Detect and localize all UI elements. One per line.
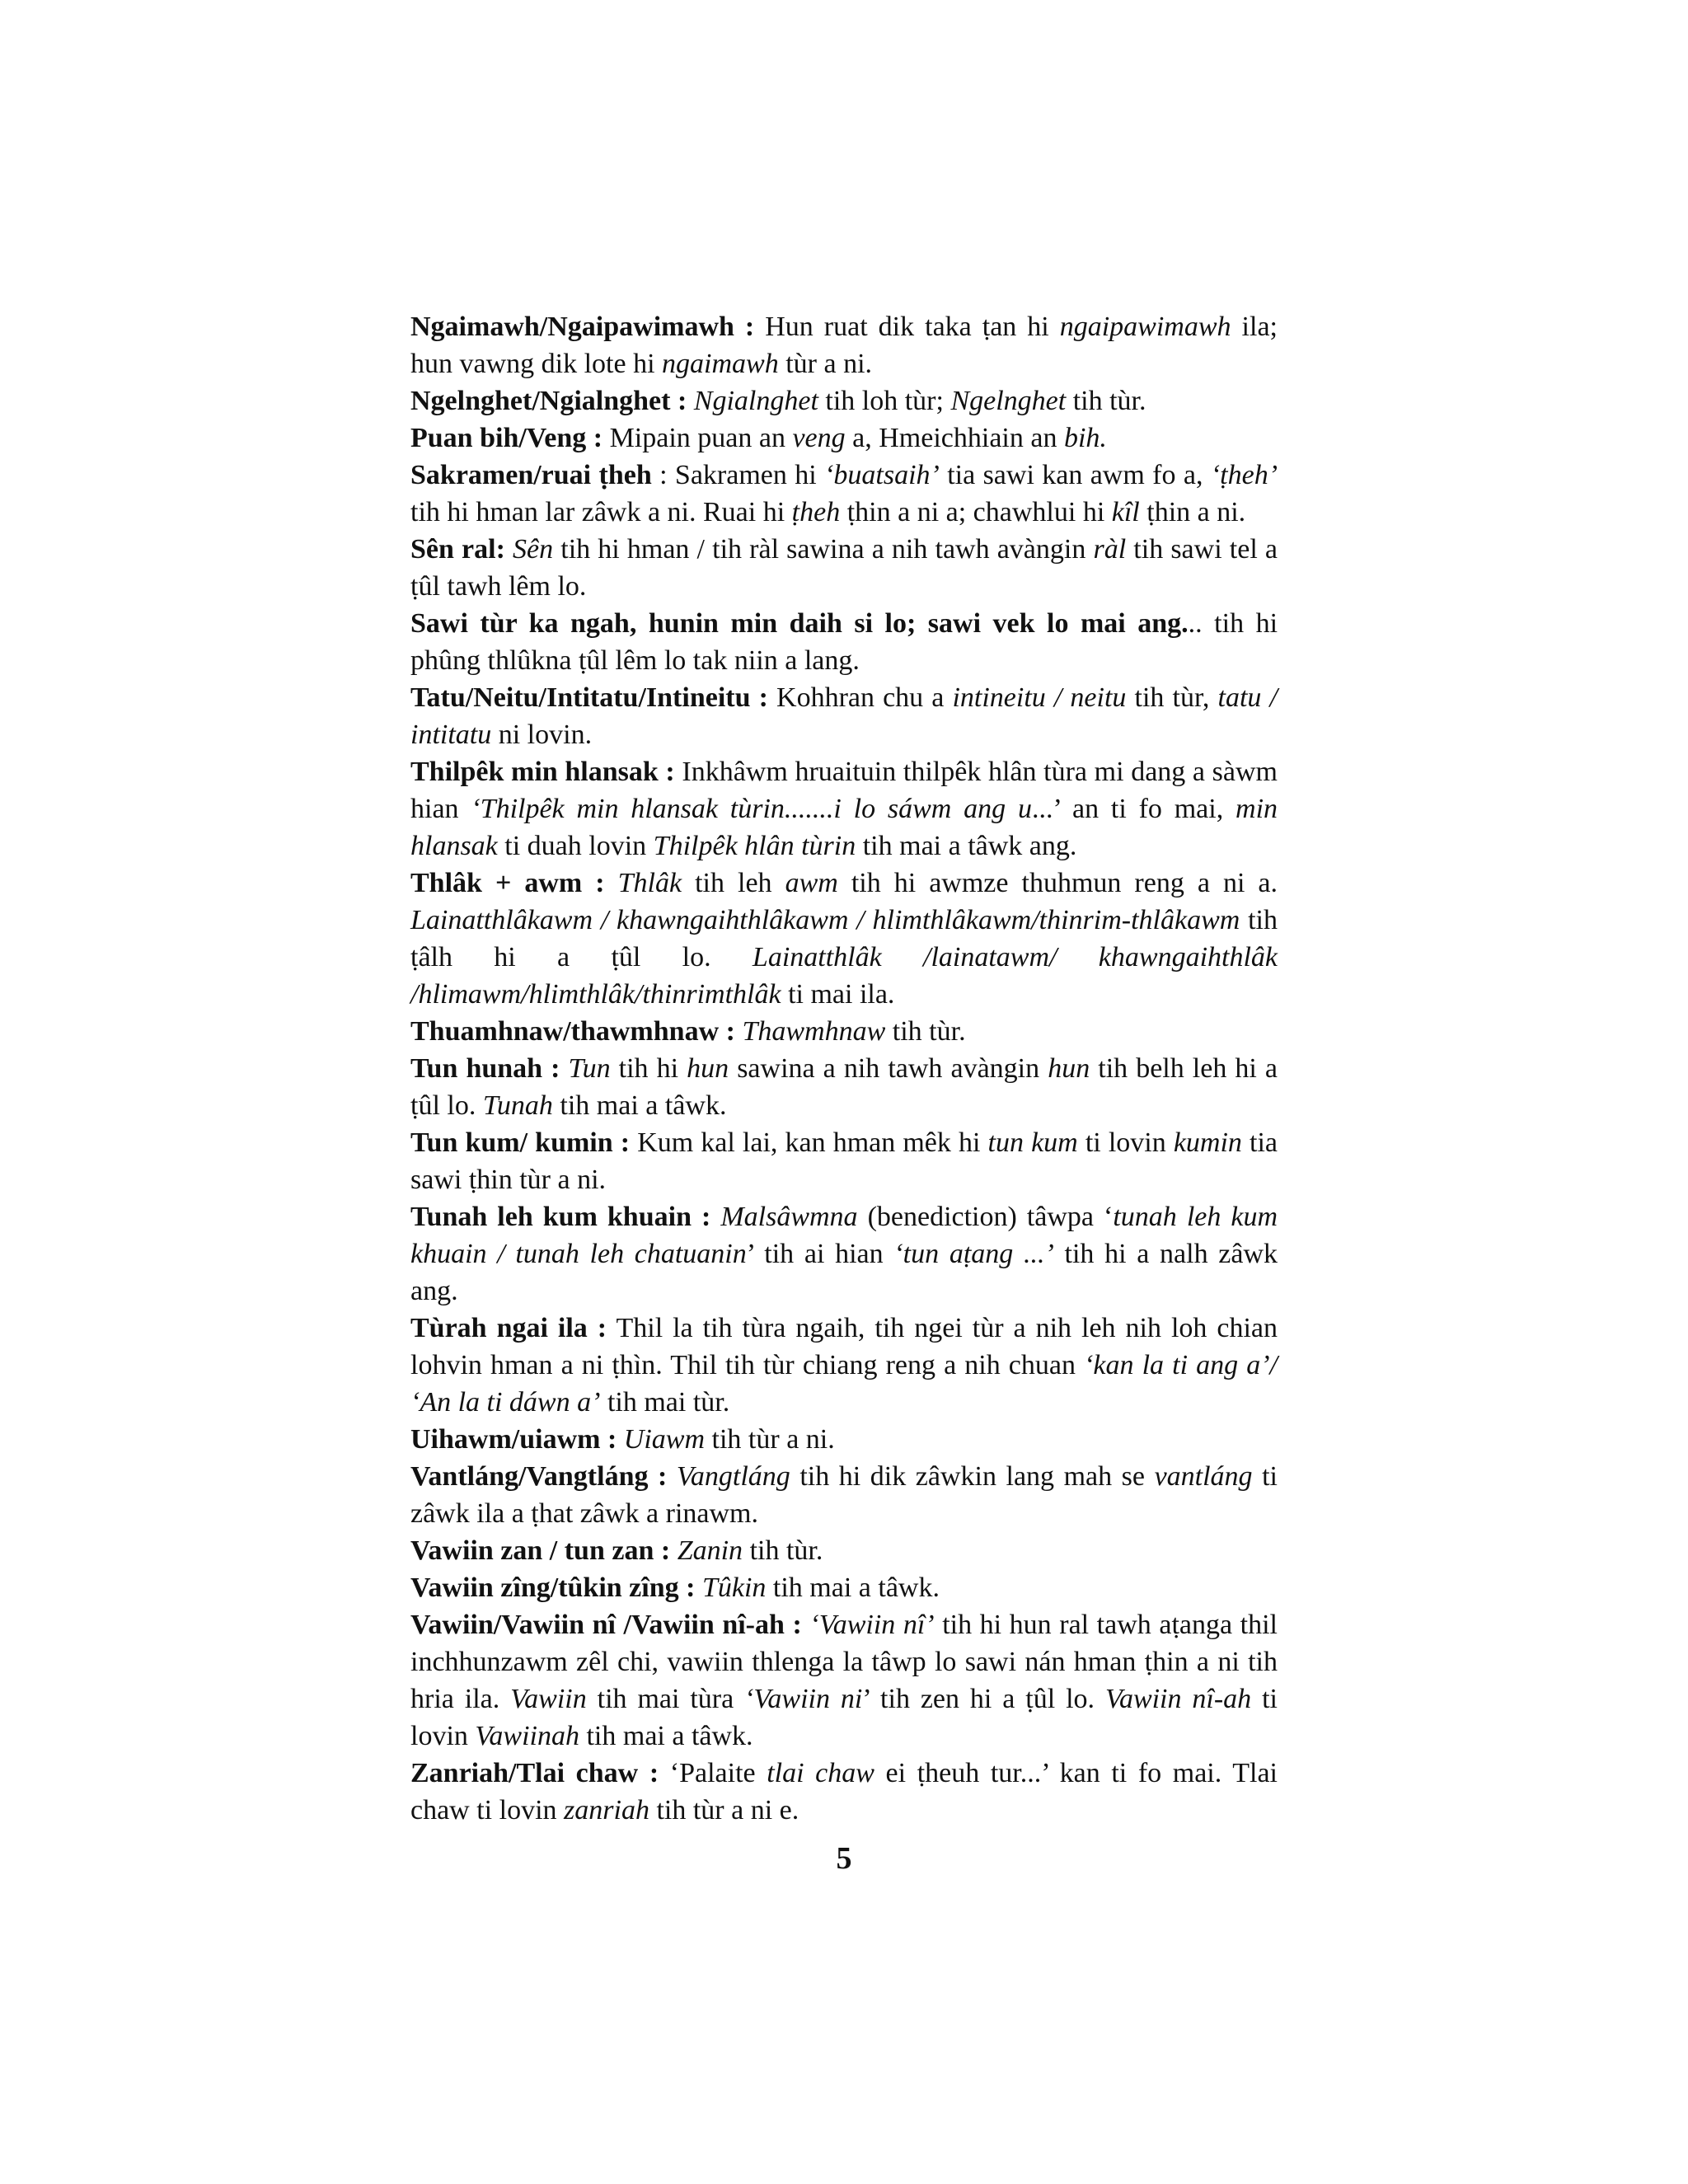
entry-text: Kum kal lai, kan hman mêk hi [630, 1127, 988, 1158]
entry-italic-text: tlai chaw [767, 1758, 874, 1788]
entry-text: Hun ruat dik taka ṭan hi [754, 312, 1060, 342]
glossary-entry [410, 753, 1278, 865]
entry-text: tia sawi ṭhin tùr a ni. [410, 1127, 1278, 1195]
entry-text: tih belh leh hi a ṭûl lo. [410, 1053, 1278, 1121]
glossary-entry [410, 1755, 1278, 1829]
entry-italic-text: ‘Thilpêk min hlansak tùrin.......i lo sáwm ang u [471, 794, 1032, 824]
entry-term: Vawiin zan / tun zan : [410, 1535, 671, 1566]
entry-text: ni lovin. [491, 719, 593, 750]
entry-text: tih hi hman / tih ràl sawina a nih tawh avàngin [553, 534, 1094, 565]
entry-text: Inkhâwm hruaituin thilpêk hlân tùra mi dang a sàwm hian [410, 757, 1278, 824]
entry-text [560, 1053, 568, 1084]
entry-italic-text: Tun [568, 1053, 611, 1084]
entry-term: Ngaimawh/Ngaipawimawh : [410, 312, 755, 342]
entry-term: Uihawm/uiawm : [410, 1424, 617, 1455]
entry-italic-text: Tûkin [701, 1572, 767, 1603]
glossary-entry [410, 1050, 1278, 1124]
entry-text: ṭhin a ni. [1139, 497, 1246, 527]
entry-term: Vawiin/Vawiin nî /Vawiin nî-ah : [410, 1610, 802, 1640]
entry-text [687, 386, 694, 416]
glossary-entry [410, 1013, 1278, 1050]
entry-italic-text: Tunah [482, 1090, 553, 1121]
entry-text: tih mai tùr. [600, 1387, 730, 1418]
entry-term: Tatu/Neitu/Intitatu/Intineitu : [410, 682, 768, 713]
entry-text: ...’ an ti fo mai, [1031, 794, 1236, 824]
entry-italic-text: Sên [513, 534, 554, 565]
entry-text: tih hi awmze thuhmun reng a ni a. [837, 868, 1278, 898]
entry-italic-text: ṭheh [791, 497, 841, 527]
entry-text: tih hi a nalh zâwk ang. [410, 1239, 1278, 1306]
entry-text: ti duah lovin [497, 831, 654, 861]
entry-text [617, 1424, 624, 1455]
entry-text: tih mai a tâwk. [552, 1090, 727, 1121]
entry-italic-text: Ngelnghet [950, 386, 1067, 416]
entry-italic-text: ‘Vawiin nî’ [809, 1610, 935, 1640]
entry-text: (benediction) tâwpa ‘ [857, 1202, 1114, 1232]
entry-term: Thlâk + awm : [410, 868, 605, 898]
entry-italic-text: ngaimawh [662, 349, 779, 379]
glossary-entry [410, 382, 1278, 419]
glossary-entry [410, 1606, 1278, 1755]
glossary-entry [410, 1532, 1278, 1569]
page-number: 5 [836, 1841, 852, 1876]
entry-italic-text: bih. [1063, 423, 1107, 453]
entry-term: Puan bih/Veng : [410, 423, 603, 453]
entry-italic-text: Lainatthlâk /lainatawm/ khawngaihthlâk /hlimawm/hlimthlâk/thinrimthlâk [410, 942, 1278, 1010]
entry-text: ei ṭheuh tur...’ kan ti fo mai. Tlai chaw ti lovin [410, 1758, 1278, 1825]
glossary-entry [410, 308, 1278, 382]
entry-text: tia sawi kan awm fo a, [939, 460, 1211, 490]
glossary-entries [410, 308, 1278, 1829]
entry-italic-text: ‘ṭheh’ [1210, 460, 1278, 490]
glossary-entry [410, 679, 1278, 753]
entry-text: ti lovin [1077, 1127, 1174, 1158]
entry-italic-text: ‘kan la ti ang a’/ ‘An la ti dáwn a’ [410, 1350, 1278, 1418]
glossary-entry [410, 1124, 1278, 1198]
glossary-entry [410, 1458, 1278, 1532]
entry-text: a, Hmeichhiain an [845, 423, 1064, 453]
entry-italic-text: veng [792, 423, 846, 453]
entry-italic-text: Vawiin nî-ah [1104, 1684, 1252, 1714]
entry-text: tih tùr, [1126, 682, 1218, 713]
entry-italic-text: hun [1048, 1053, 1090, 1084]
entry-italic-text: kîl [1111, 497, 1140, 527]
entry-text: ti lovin [410, 1684, 1278, 1751]
entry-text: tih tùr. [885, 1016, 966, 1047]
entry-text: tih mai a tâwk ang. [856, 831, 1077, 861]
entry-text [667, 1461, 677, 1492]
entry-term: Vawiin zîng/tûkin zîng : [410, 1572, 696, 1603]
entry-italic-text: Zanin [677, 1535, 743, 1566]
entry-text: tih hi hman lar zâwk a ni. Ruai hi [410, 497, 792, 527]
entry-italic-text: Vawiin [510, 1684, 587, 1714]
entry-text: tih mai tùra [586, 1684, 745, 1714]
entry-text: tih mai a tâwk. [579, 1721, 753, 1751]
entry-term: Tùrah ngai ila : [410, 1313, 607, 1343]
entry-text [605, 868, 618, 898]
entry-text: tih loh tùr; [818, 386, 951, 416]
entry-italic-text: ràl [1093, 534, 1127, 565]
entry-text: Kohhran chu a [767, 682, 953, 713]
entry-italic-text: tunah leh kum khuain / tunah leh chatuanin [410, 1202, 1278, 1269]
entry-text: tih tùr a ni e. [649, 1795, 799, 1825]
entry-italic-text: intineitu / neitu [952, 682, 1127, 713]
entry-text: tih sawi tel a ṭûl tawh lêm lo. [410, 534, 1278, 602]
entry-text: tih hi hun ral tawh aṭanga thil inchhunzawm zêl chi, vawiin thlenga la tâwp lo sawi nán hman ṭhin a ni tih hria ila. [410, 1610, 1278, 1714]
entry-term: Zanriah/Tlai chaw : [410, 1758, 659, 1788]
entry-italic-text: ‘Vawiin ni [744, 1684, 863, 1714]
entry-italic-text: Vawiinah [475, 1721, 579, 1751]
entry-italic-text: hun [687, 1053, 729, 1084]
entry-text: ‘Palaite [659, 1758, 767, 1788]
entry-text: ṭhin a ni a; chawhlui hi [840, 497, 1112, 527]
entry-italic-text: ‘buatsaih’ [824, 460, 940, 490]
entry-text: ’ tih ai hian [746, 1239, 894, 1269]
glossary-entry [410, 1198, 1278, 1310]
entry-italic-text: Malsâwmna [720, 1202, 858, 1232]
entry-text: tih hi [610, 1053, 687, 1084]
glossary-entry [410, 1569, 1278, 1606]
entry-text: tih ṭâlh hi a ṭûl lo. [410, 905, 1278, 972]
entry-text [695, 1572, 702, 1603]
entry-italic-text: Ngialnghet [693, 386, 818, 416]
entry-text: tih mai a tâwk. [766, 1572, 940, 1603]
entry-italic-text: kumin [1173, 1127, 1242, 1158]
entry-italic-text: zanriah [564, 1795, 649, 1825]
entry-term: Thilpêk min hlansak : [410, 757, 675, 787]
entry-italic-text: Thawmhnaw [742, 1016, 886, 1047]
entry-term: Tun hunah : [410, 1053, 560, 1084]
entry-term: Vantláng/Vangtláng : [410, 1461, 668, 1492]
entry-text: tih tùr. [1066, 386, 1146, 416]
entry-text: tih tùr. [743, 1535, 823, 1566]
entry-text [670, 1535, 678, 1566]
entry-text: tùr a ni. [778, 349, 873, 379]
entry-italic-text: ‘tun aṭang ...’ [893, 1239, 1054, 1269]
entry-term: Sakramen/ruai ṭheh [410, 460, 652, 490]
entry-italic-text: Thlâk [617, 868, 682, 898]
entry-italic-text: ngaipawimawh [1059, 312, 1231, 342]
entry-italic-text: awm [785, 868, 838, 898]
glossary-entry [410, 531, 1278, 605]
entry-italic-text: Thilpêk hlân tùrin [653, 831, 856, 861]
entry-term: Sên ral: [410, 534, 505, 565]
glossary-entry [410, 1421, 1278, 1458]
glossary-entry [410, 419, 1278, 457]
entry-italic-text: tatu / intitatu [410, 682, 1278, 750]
entry-text: tih tùr a ni. [705, 1424, 835, 1455]
entry-text [505, 534, 513, 565]
entry-text: .. tih hi phûng thlûkna ṭûl lêm lo tak niin a lang. [410, 608, 1278, 676]
entry-term: Ngelnghet/Ngialnghet : [410, 386, 687, 416]
entry-term: Tun kum/ kumin : [410, 1127, 631, 1158]
entry-text: Thil la tih tùra ngaih, tih ngei tùr a nih leh nih loh chian lohvin hman a ni ṭhìn. Thil tih tùr chiang reng a nih chuan [410, 1313, 1278, 1380]
entry-text: : Sakramen hi [651, 460, 825, 490]
entry-text [802, 1610, 810, 1640]
entry-term: Sawi tùr ka ngah, hunin min daih si lo; sawi vek lo mai ang. [410, 608, 1189, 639]
entry-italic-text: vantláng [1154, 1461, 1253, 1492]
entry-italic-text: Vangtláng [676, 1461, 790, 1492]
glossary-entry [410, 1310, 1278, 1421]
entry-text: ti zâwk ila a ṭhat zâwk a rinawm. [410, 1461, 1278, 1529]
entry-italic-text: tun kum [987, 1127, 1078, 1158]
entry-italic-text: min hlansak [410, 794, 1278, 861]
entry-text: sawina a nih tawh avàngin [729, 1053, 1048, 1084]
glossary-entry [410, 865, 1278, 1013]
entry-term: Thuamhnaw/thawmhnaw : [410, 1016, 735, 1047]
entry-text: tih hi dik zâwkin lang mah se [790, 1461, 1155, 1492]
entry-text: ’ tih zen hi a ṭûl lo. [862, 1684, 1105, 1714]
glossary-entry [410, 605, 1278, 679]
entry-text: tih leh [682, 868, 785, 898]
entry-term: Tunah leh kum khuain : [410, 1202, 711, 1232]
entry-text: Mipain puan an [603, 423, 793, 453]
entry-text [710, 1202, 720, 1232]
entry-italic-text: Uiawm [623, 1424, 706, 1455]
entry-text: ila; hun vawng dik lote hi [410, 312, 1278, 379]
entry-italic-text: Lainatthlâkawm / khawngaihthlâkawm / hlimthlâkawm/thinrim-thlâkawm [410, 905, 1240, 935]
glossary-entry [410, 457, 1278, 531]
entry-text: ti mai ila. [781, 979, 895, 1010]
